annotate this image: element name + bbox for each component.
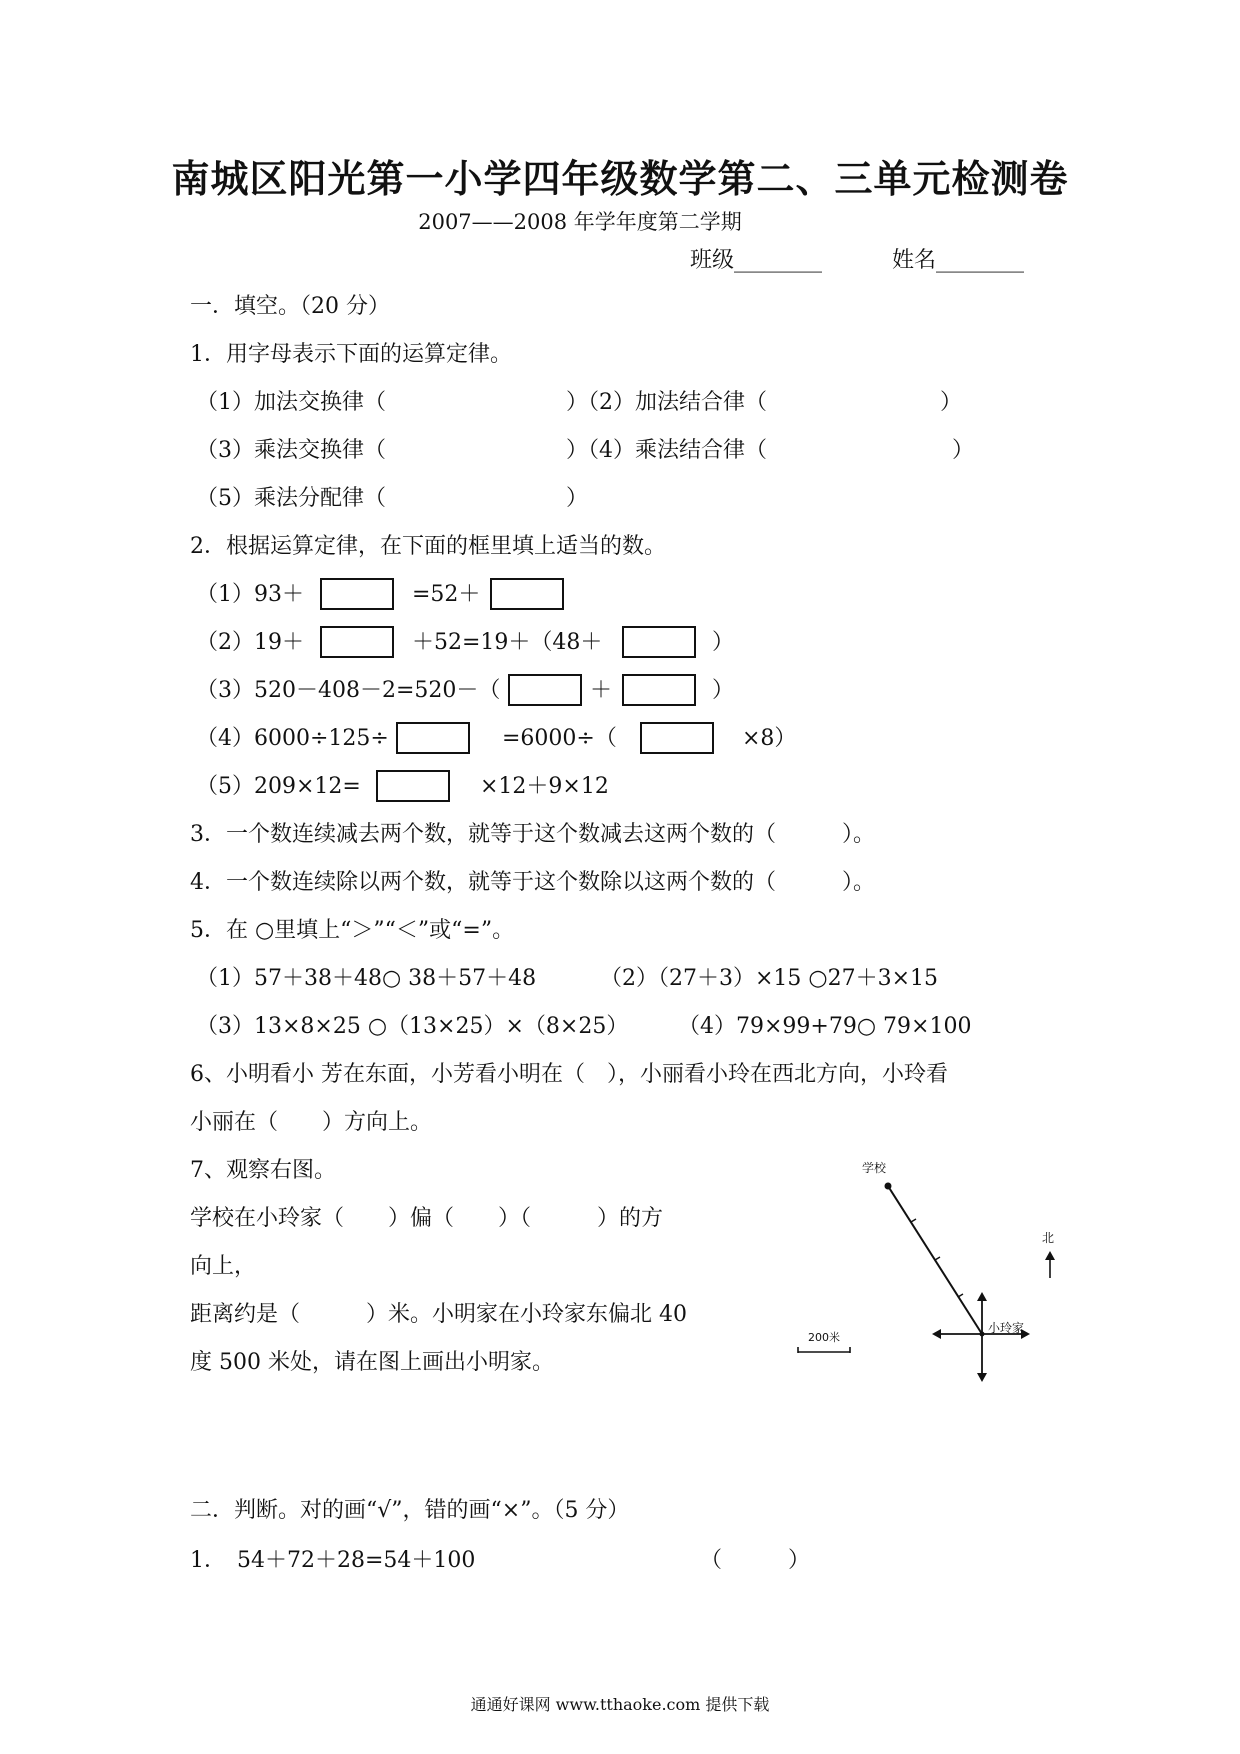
q7-line4: 度 500 米处，请在图上画出小明家。 xyxy=(190,1350,554,1375)
line-tick xyxy=(911,1219,916,1222)
line-tick xyxy=(935,1257,940,1260)
q1-item1: （1）加法交换律（ xyxy=(196,390,386,415)
q2-r5-b: ×12＋9×12 xyxy=(480,774,609,799)
q3-text: 3．一个数连续减去两个数，就等于这个数减去这两个数的（ ）。 xyxy=(190,822,875,847)
arrow-north xyxy=(977,1292,987,1301)
map-north-label: 北 xyxy=(1042,1231,1055,1245)
direction-map[interactable] xyxy=(780,1148,1070,1396)
north-arrow-head xyxy=(1045,1251,1055,1260)
q5-item3: （3）13×8×25 ○（13×25）×（8×25） xyxy=(196,1014,629,1039)
q7-heading: 7、观察右图。 xyxy=(190,1158,336,1183)
answer-box[interactable] xyxy=(508,674,582,706)
q2-r4-a: （4）6000÷125÷ xyxy=(196,726,389,751)
q7-line1: 学校在小玲家（ ）偏（ ）（ ）的方 xyxy=(190,1206,664,1231)
q5-text: 5．在 ○里填上“＞”“＜”或“=”。 xyxy=(190,918,515,943)
section2-q1-answer[interactable]: （ ） xyxy=(700,1548,811,1573)
q2-r1-b: =52＋ xyxy=(412,582,481,607)
q1-text: 1．用字母表示下面的运算定律。 xyxy=(190,342,512,367)
map-scale-label: 200米 xyxy=(808,1331,840,1344)
answer-box[interactable] xyxy=(320,578,394,610)
section2-q1: 1． 54＋72＋28=54＋100 xyxy=(190,1548,476,1573)
section1-heading: 一．填空。（20 分） xyxy=(190,294,390,319)
arrow-south xyxy=(977,1373,987,1382)
answer-box[interactable] xyxy=(376,770,450,802)
class-field[interactable]: 班级________ xyxy=(690,248,823,273)
answer-box[interactable] xyxy=(622,626,696,658)
q2-r5-a: （5）209×12= xyxy=(196,774,361,799)
q6-line2: 小丽在（ ）方向上。 xyxy=(190,1110,433,1135)
q1-item4: ）（4）乘法结合律（ xyxy=(566,438,767,463)
q2-r2-a: （2）19＋ xyxy=(196,630,304,655)
section2-heading: 二．判断。对的画“√”，错的画“×”。（5 分） xyxy=(190,1498,630,1523)
q2-r3-c: ） xyxy=(712,678,735,703)
footer-credit: 通通好课网 www.tthaoke.com 提供下载 xyxy=(470,1695,770,1714)
home-point xyxy=(980,1332,985,1337)
name-field[interactable]: 姓名________ xyxy=(892,248,1025,273)
line-tick xyxy=(958,1294,963,1297)
q6-line1: 6、小明看小 芳在东面，小芳看小明在（ ），小丽看小玲在西北方向，小玲看 xyxy=(190,1062,948,1087)
q1-item5-close: ） xyxy=(566,486,589,511)
q2-r2-c: ） xyxy=(712,630,735,655)
q2-r1-a: （1）93＋ xyxy=(196,582,304,607)
answer-box[interactable] xyxy=(490,578,564,610)
q5-item4: （4）79×99+79○ 79×100 xyxy=(678,1014,972,1039)
map-school-label: 学校 xyxy=(862,1161,887,1175)
q1-item4-close: ） xyxy=(952,438,975,463)
answer-box[interactable] xyxy=(640,722,714,754)
q2-r4-b: =6000÷（ xyxy=(502,726,617,751)
q1-item2-close: ） xyxy=(940,390,963,415)
answer-box[interactable] xyxy=(622,674,696,706)
q2-r3-b: ＋ xyxy=(590,678,613,703)
page-title: 南城区阳光第一小学四年级数学第二、三单元检测卷 xyxy=(171,157,1069,201)
q1-item5: （5）乘法分配律（ xyxy=(196,486,386,511)
q4-text: 4．一个数连续除以两个数，就等于这个数除以这两个数的（ ）。 xyxy=(190,870,875,895)
answer-box[interactable] xyxy=(396,722,470,754)
answer-box[interactable] xyxy=(320,626,394,658)
map-home-label: 小玲家 xyxy=(988,1321,1025,1335)
q1-item2: ）（2）加法结合律（ xyxy=(566,390,767,415)
q2-r4-c: ×8） xyxy=(742,726,797,751)
q2-r3-a: （3）520－408－2=520－（ xyxy=(196,678,501,703)
q5-item2: （2）（27＋3）×15 ○27＋3×15 xyxy=(600,966,939,991)
q2-text: 2．根据运算定律，在下面的框里填上适当的数。 xyxy=(190,534,666,559)
q2-r2-b: ＋52=19＋（48＋ xyxy=(412,630,603,655)
q7-line2: 向上， xyxy=(190,1254,257,1279)
arrow-west xyxy=(932,1329,941,1339)
q5-item1: （1）57＋38＋48○ 38＋57＋48 xyxy=(196,966,537,991)
q1-item3: （3）乘法交换律（ xyxy=(196,438,386,463)
page-subtitle: 2007——2008 年学年度第二学期 xyxy=(418,210,742,234)
q7-line3: 距离约是（ ）米。小明家在小玲家东偏北 40 xyxy=(190,1302,687,1327)
